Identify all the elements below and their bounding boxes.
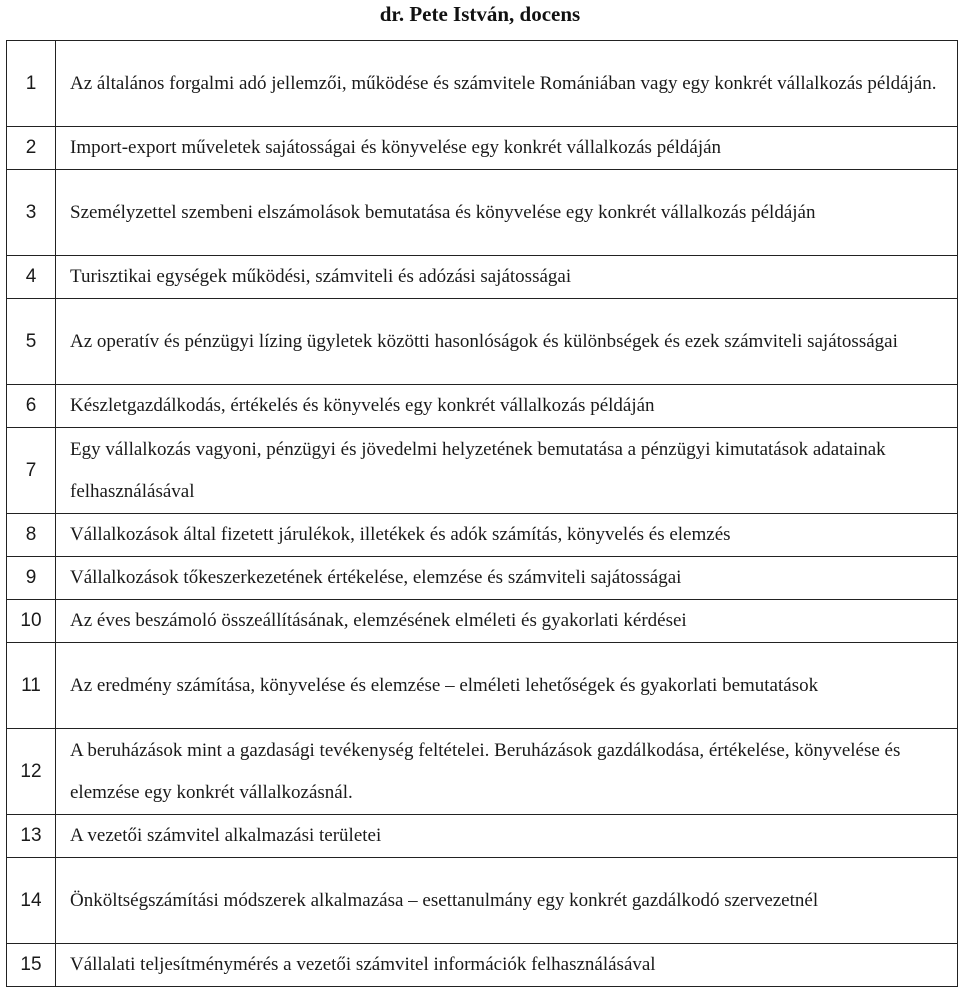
topic-number: 15 <box>7 944 56 987</box>
topic-title: Egy vállalkozás vagyoni, pénzügyi és jövedelmi helyzetének bemutatása a pénzügyi kimutatások adatainak felhasználásával <box>56 428 958 514</box>
table-row <box>7 385 958 428</box>
topic-title: Vállalkozások által fizetett járulékok, illetékek és adók számítás, könyvelés és elemzés <box>56 514 958 557</box>
topic-number: 9 <box>7 557 56 600</box>
topic-number: 10 <box>7 600 56 643</box>
topic-title: Készletgazdálkodás, értékelés és könyvelés egy konkrét vállalkozás példáján <box>56 385 958 428</box>
table-row <box>7 729 958 815</box>
topic-number: 13 <box>7 815 56 858</box>
table-row <box>7 815 958 858</box>
topic-number: 8 <box>7 514 56 557</box>
topic-number: 7 <box>7 428 56 514</box>
topic-title: Turisztikai egységek működési, számviteli és adózási sajátosságai <box>56 256 958 299</box>
topic-title: Az operatív és pénzügyi lízing ügyletek közötti hasonlóságok és különbségek és ezek számviteli sajátosságai <box>56 299 958 385</box>
topic-title: Import-export műveletek sajátosságai és könyvelése egy konkrét vállalkozás példáján <box>56 127 958 170</box>
table-row <box>7 428 958 514</box>
table-row <box>7 170 958 256</box>
table-row <box>7 256 958 299</box>
table-row <box>7 41 958 127</box>
topic-title: Vállalati teljesítménymérés a vezetői számvitel információk felhasználásával <box>56 944 958 987</box>
topic-number: 4 <box>7 256 56 299</box>
topic-number: 11 <box>7 643 56 729</box>
topic-number: 6 <box>7 385 56 428</box>
table-row <box>7 127 958 170</box>
topic-title: Az eredmény számítása, könyvelése és elemzése – elméleti lehetőségek és gyakorlati bemutatások <box>56 643 958 729</box>
topic-number: 1 <box>7 41 56 127</box>
topic-number: 5 <box>7 299 56 385</box>
topic-title: A vezetői számvitel alkalmazási területei <box>56 815 958 858</box>
topic-title: Az éves beszámoló összeállításának, elemzésének elméleti és gyakorlati kérdései <box>56 600 958 643</box>
table-row <box>7 858 958 944</box>
topic-title: Vállalkozások tőkeszerkezetének értékelése, elemzése és számviteli sajátosságai <box>56 557 958 600</box>
table-row <box>7 557 958 600</box>
topic-number: 14 <box>7 858 56 944</box>
topic-number: 2 <box>7 127 56 170</box>
table-row <box>7 299 958 385</box>
topic-title: Személyzettel szembeni elszámolások bemutatása és könyvelése egy konkrét vállalkozás példáján <box>56 170 958 256</box>
topic-number: 12 <box>7 729 56 815</box>
table-row <box>7 600 958 643</box>
topic-number: 3 <box>7 170 56 256</box>
topic-title: Az általános forgalmi adó jellemzői, működése és számvitele Romániában vagy egy konkrét vállalkozás példáján. <box>56 41 958 127</box>
topic-title: A beruházások mint a gazdasági tevékenység feltételei. Beruházások gazdálkodása, értékelése, könyvelése és elemzése egy konkrét vállalkozásnál. <box>56 729 958 815</box>
table-row <box>7 643 958 729</box>
thesis-topics-table <box>6 40 958 987</box>
table-row <box>7 514 958 557</box>
topic-title: Önköltségszámítási módszerek alkalmazása – esettanulmány egy konkrét gazdálkodó szervezetnél <box>56 858 958 944</box>
table-row <box>7 944 958 987</box>
supervisor-heading: dr. Pete István, docens <box>379 2 581 26</box>
